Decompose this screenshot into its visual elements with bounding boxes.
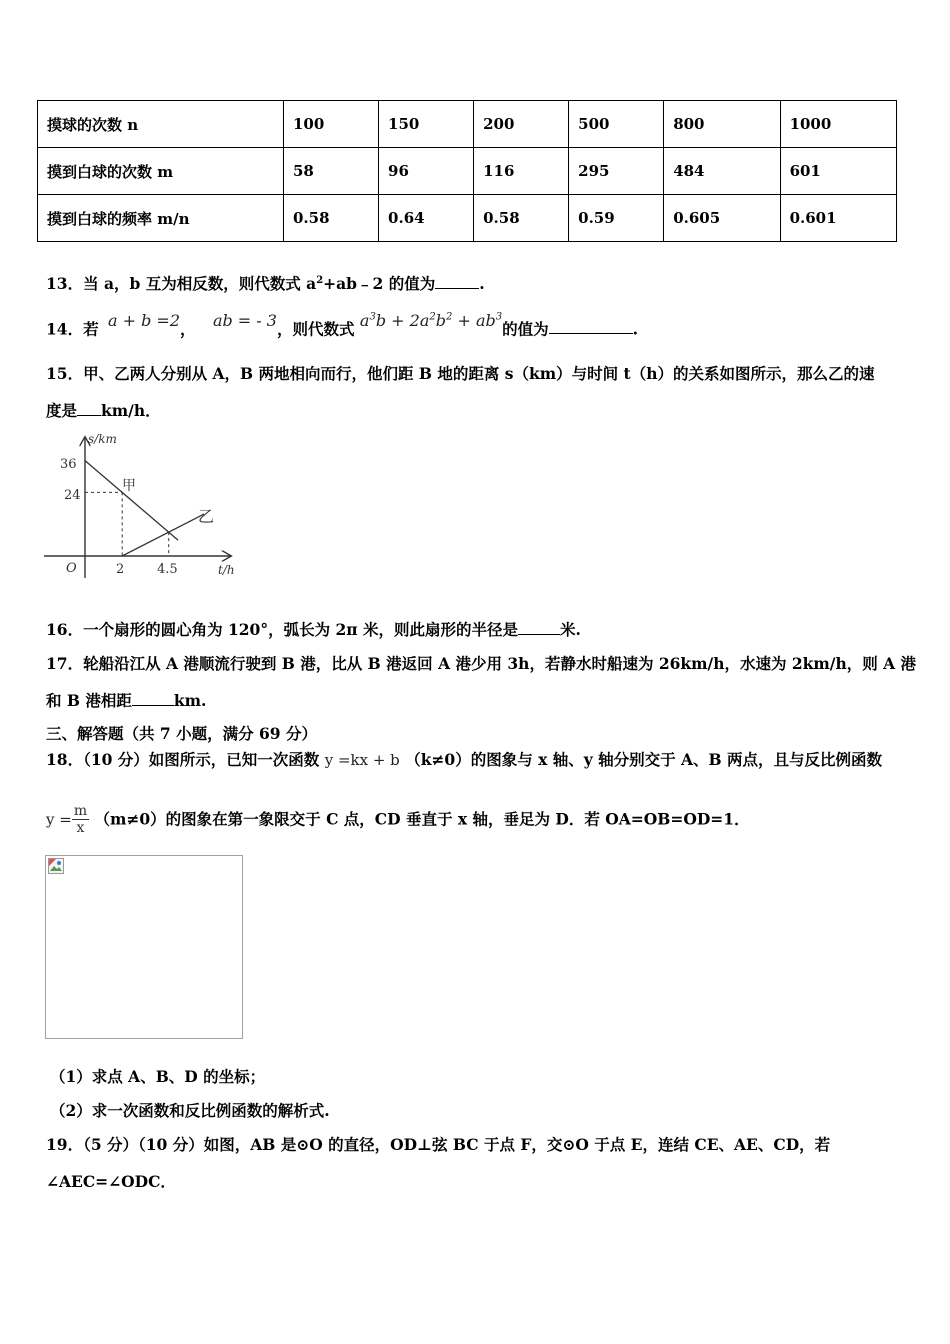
table-cell: 0.58 (284, 195, 379, 242)
origin-label: O (66, 561, 77, 576)
question-18-part2: （2）求一次函数和反比例函数的解析式. (50, 1101, 330, 1120)
q18-text-line2: （m≠0）的图象在第一象限交于 C 点，CD 垂直于 x 轴，垂足为 D．若 OA=OB=OD=1． (94, 809, 750, 829)
table-row (38, 195, 897, 242)
q13-end: . (479, 274, 485, 294)
question-19-line2: ∠AEC=∠ODC． (46, 1172, 176, 1191)
q13-exponent: 2 (316, 275, 324, 286)
table-cell: 150 (379, 101, 474, 148)
question-17-line2 (46, 691, 206, 711)
y-tick-36: 36 (60, 457, 77, 472)
q17-text: 和 B 港相距 (46, 691, 132, 710)
x-axis-label: t/h (218, 563, 235, 577)
question-16 (46, 620, 581, 640)
table-row (38, 148, 897, 195)
question-14 (46, 311, 639, 339)
row-header: 摸球的次数 n (38, 101, 284, 148)
q18-text-after: （k≠0）的图象与 x 轴、y 轴分别交于 A、B 两点，且与反比例函数 (405, 750, 883, 769)
q14-separator: ， (180, 319, 196, 339)
q16-answer-blank (518, 620, 560, 635)
q18-fraction: $\frac{m}{x}$ (73, 803, 88, 836)
row-header: 摸到白球的频率 m/n (38, 195, 284, 242)
frequency-table (37, 100, 897, 242)
q14-prefix: 14．若 (46, 319, 99, 339)
series-label-yi: 乙 (198, 507, 215, 526)
graph-marks (85, 461, 204, 556)
table-cell: 0.64 (379, 195, 474, 242)
question-19-line1: 19．（5 分）（10 分）如图，AB 是⊙O 的直径，OD⊥弦 BC 于点 F，交⊙O 于点 E，连结 CE、AE、CD，若 (46, 1135, 831, 1154)
q13-text: 13．当 a，b 互为相反数，则代数式 a (46, 274, 317, 294)
q14-end: . (632, 319, 639, 339)
table-cell: 800 (664, 101, 780, 148)
table-cell: 100 (284, 101, 379, 148)
table-cell: 601 (780, 148, 896, 195)
q14-equation-1: a + b =2 (107, 311, 181, 331)
q15-text: 度是 (46, 401, 78, 420)
broken-image-icon (48, 858, 64, 874)
q18-text: 18．（10 分）如图所示，已知一次函数 (46, 750, 320, 769)
distance-time-graph (40, 428, 250, 583)
table-cell: 0.601 (780, 195, 896, 242)
table-cell: 295 (569, 148, 664, 195)
table-cell: 96 (379, 148, 474, 195)
x-tick-2: 2 (116, 562, 125, 577)
q15-unit: km/h． (101, 401, 161, 420)
question-18-line2 (46, 803, 750, 836)
section-heading: 三、解答题（共 7 小题，满分 69 分） (46, 724, 317, 743)
question-17-line1: 17．轮船沿江从 A 港顺流行驶到 B 港，比从 B 港返回 A 港少用 3h，若静水时船速为 26km/h，水速为 2km/h，则 A 港 (46, 654, 917, 673)
q17-unit: km. (173, 691, 207, 710)
table-cell: 0.58 (474, 195, 569, 242)
table-cell: 484 (664, 148, 780, 195)
q15-answer-blank (77, 401, 101, 416)
table-cell: 1000 (780, 101, 896, 148)
question-15-line2 (46, 401, 161, 421)
question-18-part1: （1）求点 A、B、D 的坐标； (50, 1067, 266, 1086)
figure-placeholder (45, 855, 243, 1039)
row-header: 摸到白球的次数 m (38, 148, 284, 195)
series-label-jia: 甲 (122, 478, 136, 494)
table-row (38, 101, 897, 148)
table-cell: 500 (569, 101, 664, 148)
y-axis-label: s/km (88, 432, 117, 446)
y-tick-24: 24 (64, 488, 81, 503)
table-cell: 116 (474, 148, 569, 195)
series-line-yi (122, 514, 204, 556)
q13-text-after: +ab﹣2 的值为 (323, 274, 436, 294)
table-cell: 0.605 (664, 195, 780, 242)
q14-middle: ，则代数式 (276, 319, 355, 339)
q16-text: 16．一个扇形的圆心角为 120°，弧长为 2π 米，则此扇形的半径是 (46, 620, 518, 639)
question-13 (46, 271, 485, 294)
q14-equation-2: ab = - 3 (212, 311, 277, 331)
question-15-line1: 15．甲、乙两人分别从 A，B 两地相向而行，他们距 B 地的距离 s（km）与时间 t（h）的关系如图所示，那么乙的速 (46, 364, 875, 383)
q16-unit: 米. (560, 620, 581, 639)
q14-expression: $a^3b + 2a^2b^2 + ab^3$ (359, 311, 503, 331)
q13-answer-blank (435, 274, 479, 289)
x-tick-4-5: 4.5 (157, 562, 178, 577)
table-cell: 0.59 (569, 195, 664, 242)
question-18-line1 (46, 750, 882, 770)
series-line-jia (85, 461, 178, 540)
table-cell: 58 (284, 148, 379, 195)
q14-suffix: 的值为 (502, 319, 549, 339)
q18-formula: y =kx + b (324, 751, 400, 769)
q18-y-equals: y = (46, 810, 72, 829)
q14-answer-blank (549, 319, 633, 334)
q17-answer-blank (132, 691, 174, 706)
table-cell: 200 (474, 101, 569, 148)
